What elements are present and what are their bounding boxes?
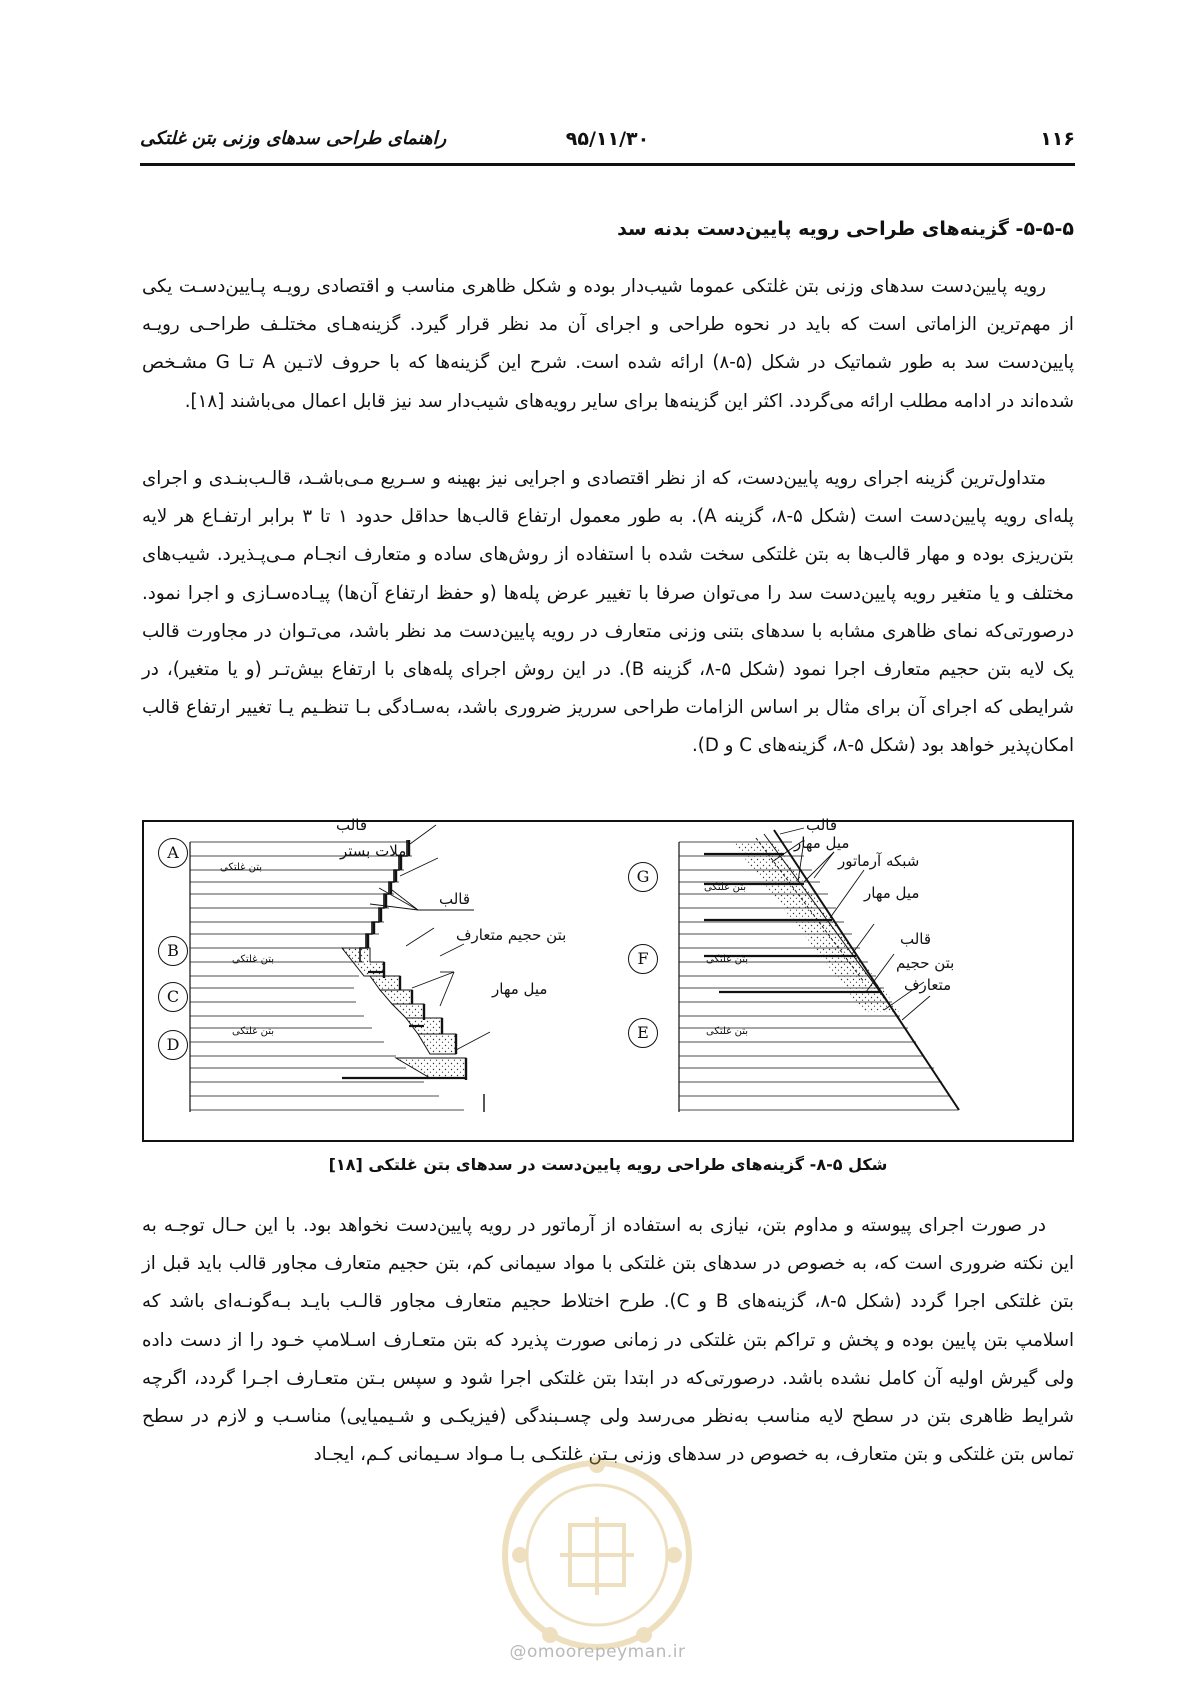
label-anchor-bar-left: میل مهار — [492, 980, 548, 998]
paragraph-2 — [142, 460, 1074, 766]
header-rule — [140, 163, 1075, 166]
paragraph-1-text: رویه پایین‌دست سدهای وزنی بتن غلتکی عموما شیب‌دار بوده و شکل ظاهری مناسب و اقتصادی رویـه پـایین‌دسـت یکی از مهم‌ترین الزاماتی است که باید در نحوه طراحی و اجرای آن مد نظر قرار گیرد. گزینه‌هـای مختلـف طراحـی رویـه پایین‌دست سد به طور شماتیک در شکل (۵-۸) ارائه شده است. شرح این گزینه‌ها که با حروف لاتـین A تـا G مشـخص شده‌اند در ادامه مطلب ارائه می‌گردد. اکثر این گزینه‌ها برای سایر رویه‌های شیب‌دار سد نیز قابل اعمال می‌باشند [۱۸]. — [142, 276, 1075, 412]
label-rebar-mesh: شبکه آرماتور — [838, 852, 920, 870]
header-date: ۹۵/۱۱/۳۰ — [565, 128, 650, 150]
label-anchor-bar-right-1: میل مهار — [794, 834, 850, 852]
section-title: ۵-۵-۵- گزینه‌های طراحی رویه پایین‌دست بدنه سد — [617, 218, 1074, 240]
label-formwork-top-left: قالب — [336, 816, 368, 834]
figure-caption: شکل ۵-۸- گزینه‌های طراحی رویه پایین‌دست در سدهای بتن غلتکی [۱۸] — [328, 1155, 888, 1174]
watermark-text: @omoorepeyman.ir — [509, 1642, 686, 1662]
label-conventional-mass-concrete-right-1: بتن حجیم — [896, 954, 955, 972]
label-conventional-mass-concrete-right-2: متعارف — [904, 976, 952, 994]
rcc-text-e: بتن غلتکی — [706, 1026, 749, 1037]
label-bedding-mortar: ملات بستر — [340, 842, 407, 860]
figure-5-8 — [142, 816, 1074, 1142]
rcc-text-g: بتن غلتکی — [704, 882, 747, 893]
label-anchor-bar-right-2: میل مهار — [864, 884, 920, 902]
rcc-text-b: بتن غلتکی — [232, 954, 275, 965]
option-circle-d: D — [158, 1030, 188, 1060]
option-circle-a: A — [158, 838, 188, 868]
paragraph-2-text: متداول‌ترین گزینه اجرای رویه پایین‌دست، که از نظر اقتصادی و اجرایی نیز بهینه و سـریع مـی‌باشـد، قالـب‌بنـدی و اجرای پله‌ای رویه پایین‌دست است (شکل ۵-۸، گزینه A). به طور معمول ارتفاع قالب‌ها حداقل حدود ۱ تا ۳ برابر ارتفـاع هر لایه بتن‌ریزی بوده و مهار قالب‌ها به بتن غلتکی سخت شده با استفاده از روش‌های ساده و متعارف انجـام مـی‌پـذیرد. شیب‌های مختلف و یا متغیر رویه پایین‌دست سد را می‌توان صرفا با تغییر عرض پله‌ها (و حفظ ارتفاع آن‌ها) پیـاده‌سـازی و اجرا نمود. درصورتی‌که نمای ظاهری مشابه با سدهای بتنی وزنی متعارف در رویه پایین‌دست مد نظر باشد، می‌تـوان در مجاورت قالب یک لایه بتن حجیم متعارف اجرا نمود (شکل ۵-۸، گزینه B). در این روش اجرای پله‌های با ارتفاع بیش‌تـر (و یا متغیر)، در شرایطی که اجرای آن برای مثال بر اساس الزامات طراحی سرریز ضروری باشد، به‌سـادگی بـا تنظـیم یـا تغییر ارتفاع قالب امکان‌پذیر خواهد بود (شکل ۵-۸، گزینه‌های C و D). — [142, 468, 1074, 757]
rcc-text-f: بتن غلتکی — [706, 954, 749, 965]
paragraph-3 — [142, 1207, 1074, 1474]
header-title: راهنمای طراحی سدهای وزنی بتن غلتکی — [140, 128, 447, 149]
label-conventional-mass-concrete-left: بتن حجیم متعارف — [456, 926, 567, 944]
label-formwork-mid-left: قالب — [439, 890, 471, 908]
paragraph-3-text: در صورت اجرای پیوسته و مداوم بتن، نیازی به استفاده از آرماتور در رویه پایین‌دست نخواهد بود. با این حـال توجـه به این نکته ضروری است که، به خصوص در سدهای بتن غلتکی با مواد سیمانی کم، بتن حجیم متعارف مجاور قالب باید قبل از بتن غلتکی اجرا گردد (شکل ۵-۸، گزینه‌های B و C). طرح اختلاط حجیم متعارف مجاور قالـب بایـد بـه‌گونـه‌ای باشد که اسلامپ بتن پایین بوده و پخش و تراکم بتن غلتکی در زمانی صورت پذیرد که بتن متعـارف اسـلامپ خـود را از دست داده ولی گیرش اولیه آن کامل نشده باشد. درصورتی‌که در ابتدا بتن غلتکی اجرا شود و سپس بـتن متعـارف اجـرا گردد، اگرچه شرایط ظاهری بتن در سطح لایه مناسب به‌نظر می‌رسد ولی چسـبندگی (فیزیکـی و شـیمیایی) مناسـب و لازم در سطح تماس بتن غلتکی و بتن متعارف، به خصوص در سدهای وزنی بـتن غلتکـی بـا مـواد سـیمانی کـم، ایجـاد — [142, 1215, 1074, 1466]
option-circle-c: C — [158, 982, 188, 1012]
page-header — [140, 128, 1075, 168]
paragraph-1 — [142, 268, 1074, 421]
watermark-seal-icon — [490, 1445, 705, 1675]
option-circle-e: E — [628, 1018, 658, 1048]
rcc-text-a: بتن غلتکی — [220, 862, 263, 873]
option-circle-b: B — [158, 936, 188, 966]
label-formwork-top-right: قالب — [806, 816, 838, 834]
page-number: ۱۱۶ — [1040, 128, 1075, 150]
option-circle-f: F — [628, 944, 658, 974]
option-circle-g: G — [628, 862, 658, 892]
rcc-text-d: بتن غلتکی — [232, 1026, 275, 1037]
label-formwork-low-right: قالب — [900, 930, 932, 948]
